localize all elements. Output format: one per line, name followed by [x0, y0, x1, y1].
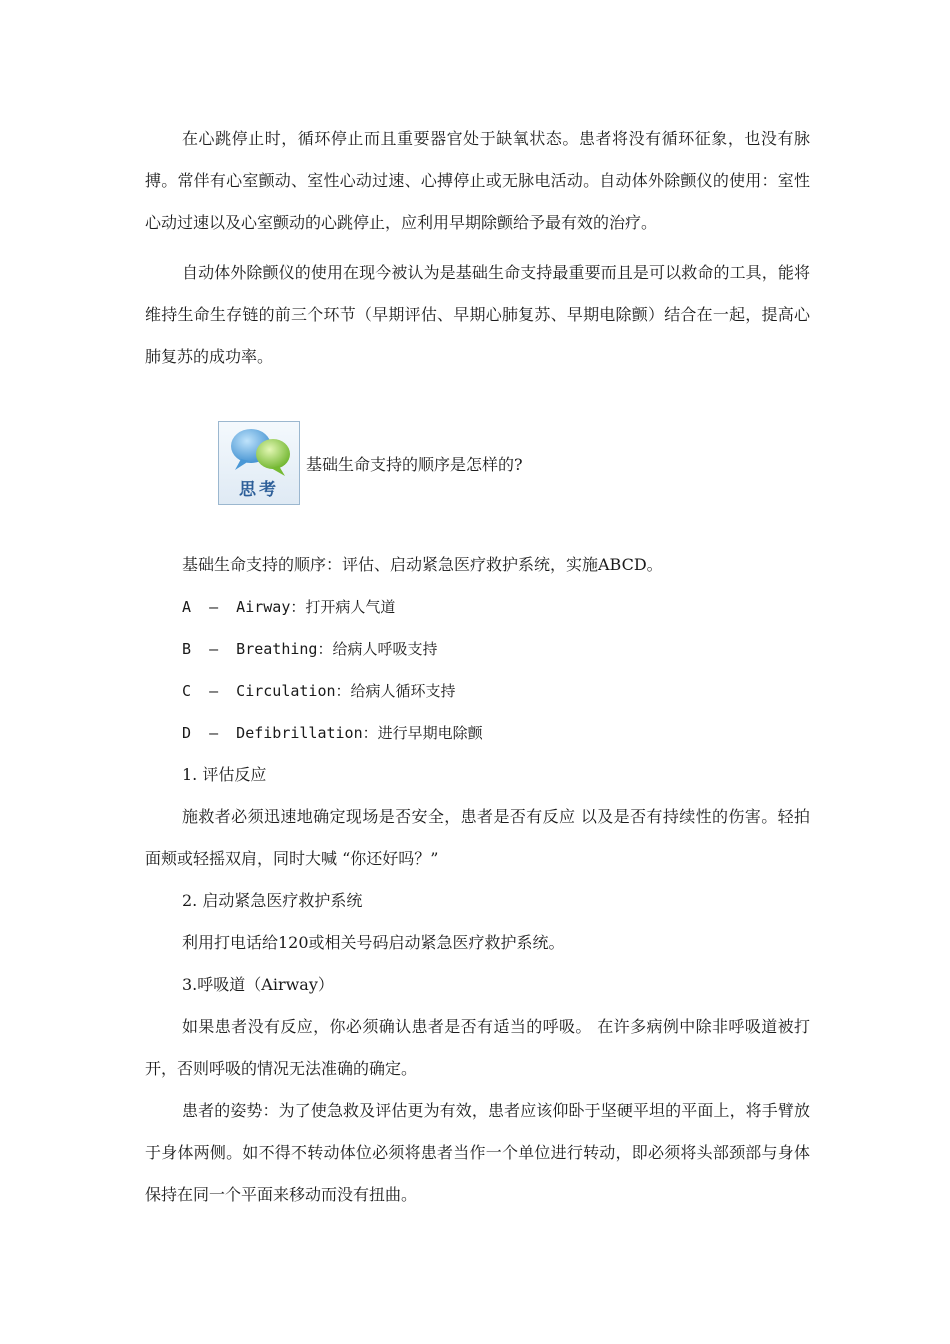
posture-text: 患者的姿势：为了使急救及评估更为有效，患者应该仰卧于坚硬平坦的平面上，将手臂放于身体两侧。如不得不转动体位必须将患者当作一个单位进行转动，即必须将头部颈部与身体保持在同一个平面来移动而没有扭曲。 [145, 1101, 810, 1204]
think-question: 基础生命支持的顺序是怎样的? [306, 454, 523, 474]
document-body [145, 118, 810, 1216]
paragraph-aed: 自动体外除颤仪的使用在现今被认为是基础生命支持最重要而且是可以救命的工具，能将维持生命生存链的前三个环节（早期评估、早期心肺复苏、早期电除颤）结合在一起，提高心肺复苏的成功率。 [145, 263, 810, 366]
abcd-item-circulation: C – Circulation：给病人循环支持 [182, 682, 456, 700]
abcd-item-breathing: B – Breathing：给病人呼吸支持 [182, 640, 438, 658]
think-speech-bubbles-icon [218, 421, 300, 505]
abcd-item-defibrillation: D – Defibrillation：进行早期电除颤 [182, 724, 483, 742]
step3-text: 如果患者没有反应，你必须确认患者是否有适当的呼吸。 在许多病例中除非呼吸道被打开，否则呼吸的情况无法准确的确定。 [145, 1017, 810, 1078]
abcd-item-airway: A – Airway：打开病人气道 [182, 598, 396, 616]
think-callout [218, 420, 810, 506]
think-icon-label: 思考 [239, 480, 279, 500]
step2-heading: 2. 启动紧急医疗救护系统 [182, 891, 363, 910]
step1-heading: 1. 评估反应 [182, 765, 267, 784]
step2-text: 利用打电话给120或相关号码启动紧急医疗救护系统。 [182, 933, 565, 952]
sequence-intro: 基础生命支持的顺序：评估、启动紧急医疗救护系统，实施ABCD。 [182, 555, 663, 574]
step1-text: 施救者必须迅速地确定现场是否安全，患者是否有反应 以及是否有持续性的伤害。轻拍面颊或轻摇双肩，同时大喊 “你还好吗？” [145, 807, 810, 868]
paragraph-cardiac-arrest: 在心跳停止时，循环停止而且重要器官处于缺氧状态。患者将没有循环征象，也没有脉搏。常伴有心室颤动、室性心动过速、心搏停止或无脉电活动。自动体外除颤仪的使用：室性心动过速以及心室颤动的心跳停止，应利用早期除颤给予最有效的治疗。 [145, 129, 810, 232]
step3-heading: 3.呼吸道（Airway） [182, 975, 334, 994]
